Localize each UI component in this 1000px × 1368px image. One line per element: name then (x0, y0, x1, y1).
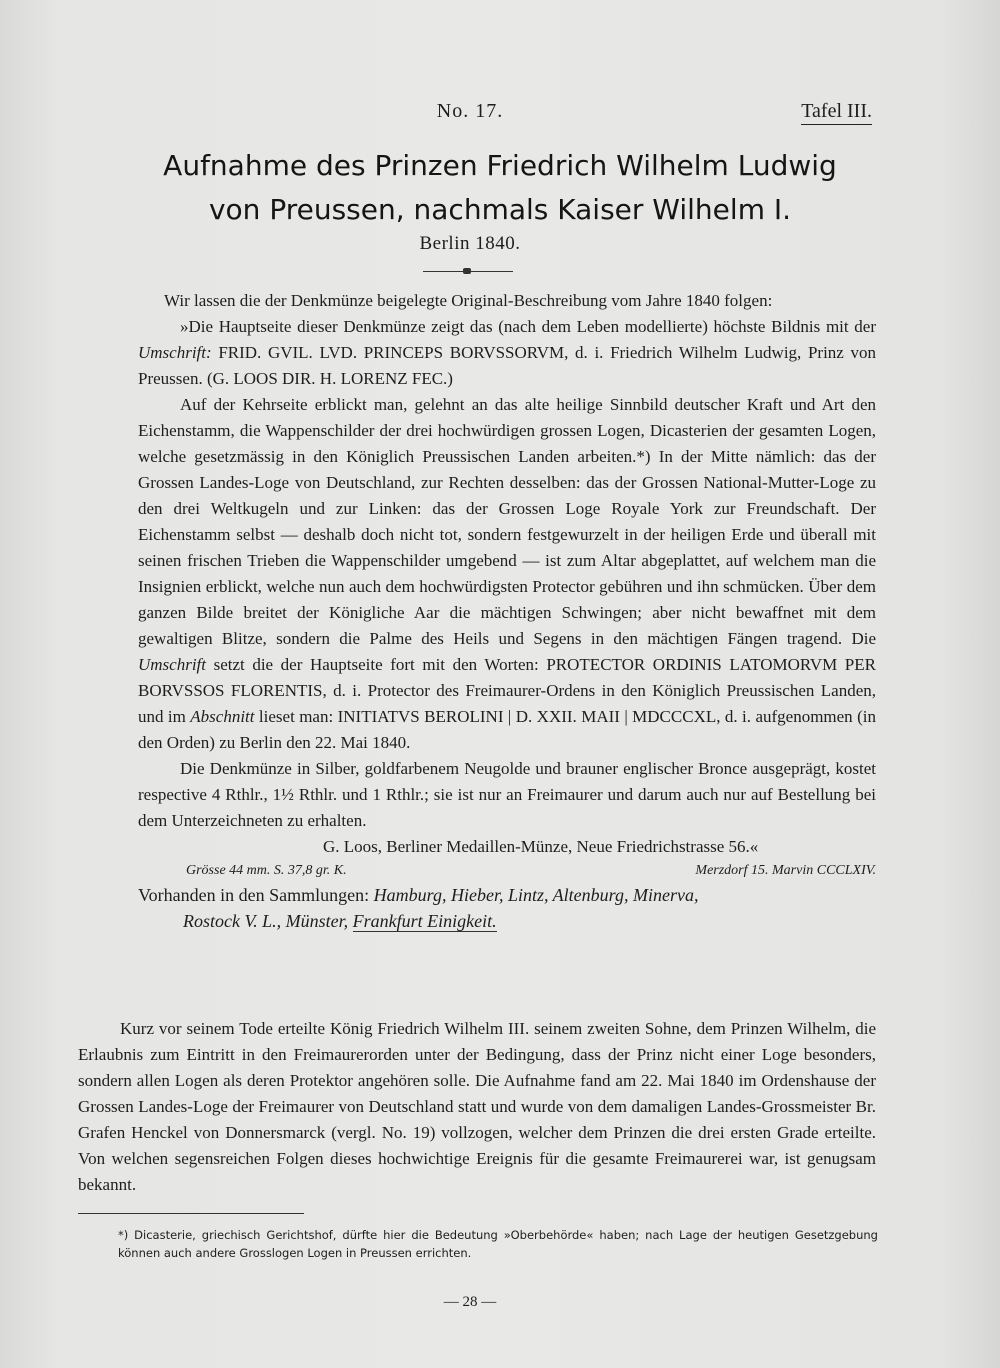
price-paragraph: Die Denkmünze in Silber, goldfarbenem Neugolde und brauner englischer Bronce ausgeprägt, kostet respective 4 Rthlr., 1½ Rthlr. und 1 Rthlr.; sie ist nur an Freimaurer und darum auch nur auf Bestellung bei dem Unterzeichneten zu erhalten. (138, 759, 876, 830)
plate-label: Tafel III. (801, 100, 872, 125)
signature-line: G. Loos, Berliner Medaillen-Münze, Neue Friedrichstrasse 56.« (323, 837, 759, 856)
title-line-2: von Preussen, nachmals Kaiser Wilhelm I. (208, 193, 792, 226)
place-date: Berlin 1840. (419, 233, 521, 254)
catalog-references: Merzdorf 15. Marvin CCCLXIV. (695, 863, 876, 878)
description-body (138, 288, 876, 934)
commentary-paragraph: Kurz vor seinem Tode erteilte König Friedrich Wilhelm III. seinem zweiten Sohne, dem Prinzen Wilhelm, die Erlaubnis zum Eintritt in den Freimaurerorden unter der Bedingung, dass der Prinz nicht einer Loge besonders, sondern allen Logen als deren Protektor angehören solle. Die Aufnahme fand am 22. Mai 1840 im Ordenshause der Grossen Landes-Loge der Freimaurer von Deutschland statt und wurde von dem damaligen Landes-Grossmeister Br. Grafen Henckel von Donnersmarck (vergl. No. 19) vollzogen, welcher dem Prinzen die drei ersten Grade erteilte. Von welchen segensreichen Folgen dieses hochwichtige Ereignis für die gesamte Freimaurerei war, ist genugsam bekannt. (78, 1019, 876, 1194)
footnote-rule (78, 1213, 304, 1214)
entry-number: No. 17. (436, 100, 504, 122)
obverse-paragraph: »Die Hauptseite dieser Denkmünze zeigt das (nach dem Leben modellierte) höchste Bildnis mit der Umschrift: FRID. GVIL. LVD. PRINCEPS BORVSSORVM, d. i. Friedrich Wilhelm Ludwig, Prinz von Preussen. (G. LOOS DIR. H. LORENZ FEC.) (138, 317, 876, 388)
collections-line-2: Rostock V. L., Münster, Frankfurt Einigkeit. (183, 911, 497, 931)
title-line-1: Aufnahme des Prinzen Friedrich Wilhelm Ludwig (163, 149, 837, 182)
collections-label: Vorhanden in den Sammlungen: (138, 885, 370, 905)
ornament-divider (423, 271, 513, 272)
medal-metadata (138, 862, 876, 880)
collections-line (138, 882, 876, 908)
page-title (60, 144, 940, 232)
footnote: *) Dicasterie, griechisch Gerichtshof, dürfte hier die Bedeutung »Oberbehörde« haben; nach Lage der heutigen Gesetzgebung können auch andere Grosslogen Logen in Preussen errichten. (118, 1228, 878, 1260)
reverse-paragraph: Auf der Kehrseite erblickt man, gelehnt an das alte heilige Sinnbild deutscher Kraft und Art den Eichenstamm, die Wappenschilder der drei hochwürdigen grossen Logen, Dicasterien der gesamten Logen, welche gesetzmässig in den Königlich Preussischen Landen arbeiten.*) In der Mitte nämlich: das der Grossen Landes-Loge von Deutschland, zur Rechten desselben: das der Grossen National-Mutter-Loge zu den drei Weltkugeln und zur Linken: das der Grossen Loge Royale York zur Freundschaft. Der Eichenstamm selbst — deshalb doch nicht tot, sondern festgewurzelt in der heiligen Erde und überall mit seinen frischen Trieben die Wappenschilder umgebend — ist zum Altar abgeplattet, auf welchem man die Insignien erblickt, welche nun auch dem hochwürdigsten Protector gebühren und ihn schmücken. Über dem ganzen Bilde breitet der Königliche Aar die mächtigen Schwingen; aber nicht bewaffnet mit dem gewaltigen Blitze, sondern die Palme des Heils und Segens in den mächtigen Fängen tragend. Die Umschrift setzt die der Hauptseite fort mit den Worten: PROTECTOR ORDINIS LATOMORVM PER BORVSSOS FLORENTIS, d. i. Protector des Freimaurer-Ordens in den Königlich Preussischen Landen, und im Abschnitt lieset man: INITIATVS BEROLINI | D. XXII. MAII | MDCCCXL, d. i. aufgenommen (in den Orden) zu Berlin den 22. Mai 1840. (138, 395, 876, 752)
intro-paragraph: Wir lassen die der Denkmünze beigelegte Original-Beschreibung vom Jahre 1840 folgen: (164, 291, 773, 310)
page-number: — 28 — (443, 1294, 497, 1310)
collections-list-1: Hamburg, Hieber, Lintz, Altenburg, Minerva, (373, 885, 699, 905)
medal-size-weight: Grösse 44 mm. S. 37,8 gr. K. (186, 863, 347, 878)
